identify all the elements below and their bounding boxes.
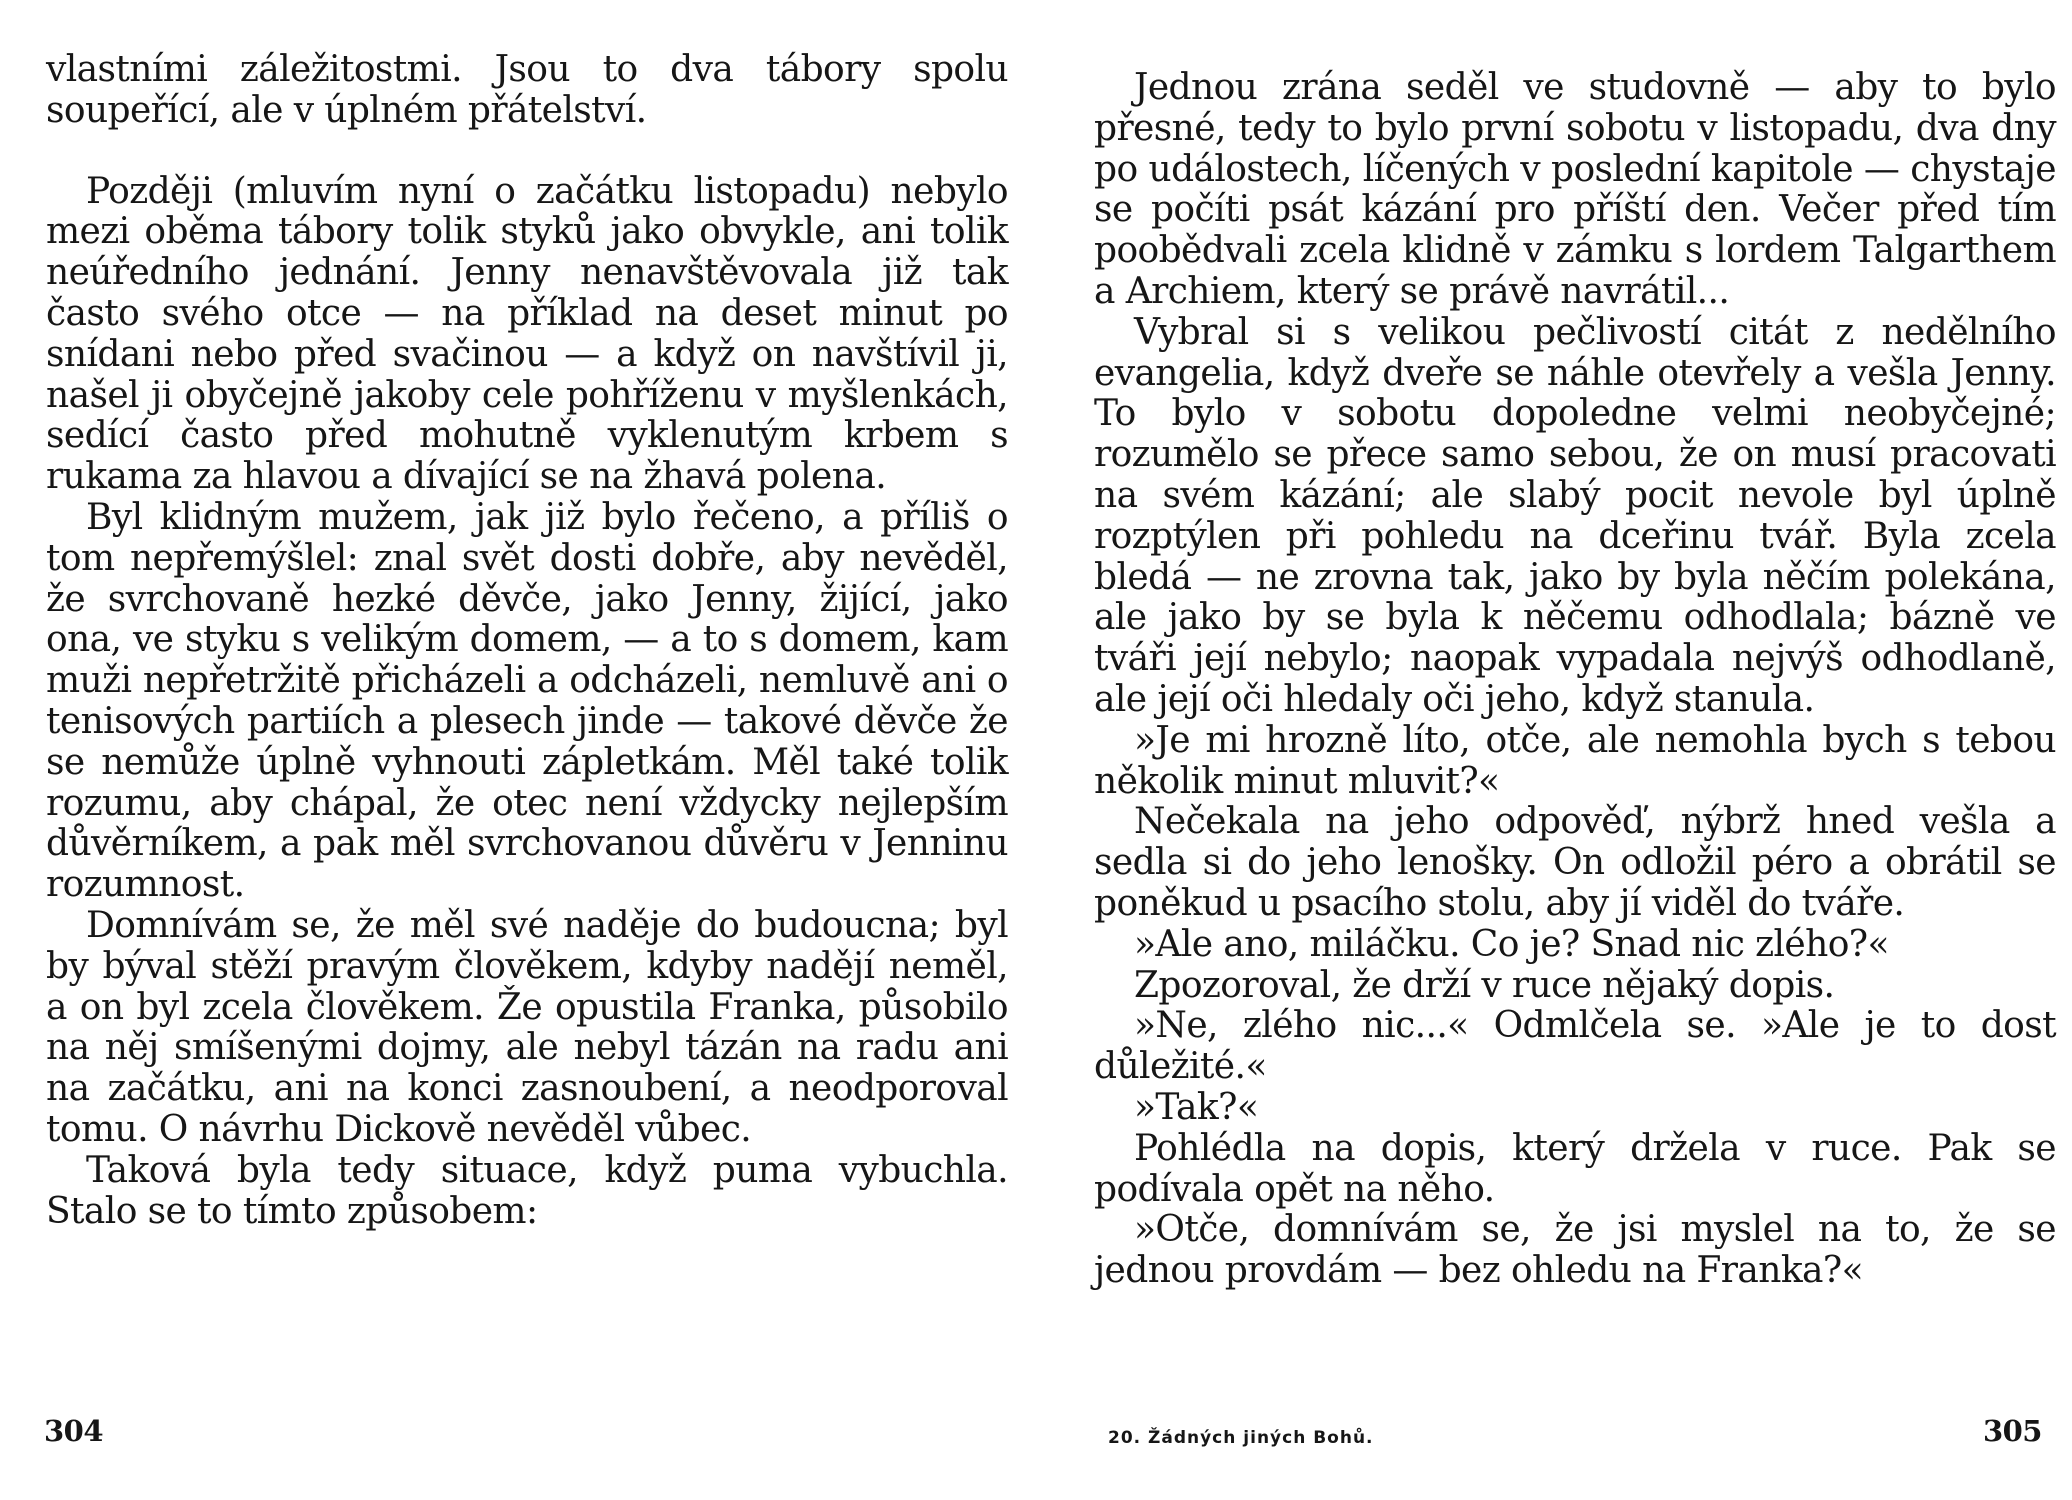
page-number: 305: [1982, 1414, 2042, 1448]
paragraph: »Tak?«: [1134, 1086, 1259, 1128]
paragraph: Taková byla tedy situace, když puma vybuchla. Stalo se to tímto způsobem:: [46, 1149, 1008, 1232]
paragraph: Nečekala na jeho odpověď, nýbrž hned vešla a sedla si do jeho lenošky. On odložil péro a obrátil se poněkud u psacího stolu, aby jí viděl do tváře.: [1094, 801, 2056, 924]
paragraph: »Ne, zlého nic...« Odmlčela se. »Ale je to dost důležité.«: [1094, 1005, 2056, 1088]
paragraph: Jednou zrána seděl ve studovně — aby to bylo přesné, tedy to bylo první sobotu v listopadu, dva dny po událostech, líčených v poslední kapitole — chystaje se počíti psát kázání pro příští den. Večer před tím poobědvali zcela klidně v zámku s lordem Talgarthem a Archiem, který se právě navrátil...: [1094, 67, 2056, 312]
paragraph: Vybral si s velikou pečlivostí citát z nedělního evangelia, když dveře se náhle otevřely a vešla Jenny. To bylo v sobotu dopoledne velmi neobyčejné; rozumělo se přece samo sebou, že on musí pracovati na svém kázání; ale slabý pocit nevole byl úplně rozptýlen při pohledu na dceřinu tvář. Byla zcela bledá — ne zrovna tak, jako by byla něčím polekána, ale jako by se byla k něčemu odhodlala; bázně ve tváři její nebylo; naopak vypadala nejvýš odhodlaně, ale její oči hledaly oči jeho, když stanula.: [1094, 311, 2056, 720]
paragraph: »Ale ano, miláčku. Co je? Snad nic zlého?«: [1134, 923, 1889, 965]
paragraph: Později (mluvím nyní o začátku listopadu) nebylo mezi oběma tábory tolik styků jako obvykle, ani tolik neúředního jednání. Jenny nenavštěvovala již tak často svého otce — na příklad na deset minut po snídani nebo před svačinou — a když on navštívil ji, našel ji obyčejně jakoby cele pohříženu v myšlenkách, sedící často před mohutně vyklenutým krbem s rukama za hlavou a dívající se na žhavá polena.: [46, 170, 1008, 498]
paragraph: »Otče, domnívám se, že jsi myslel na to, že se jednou provdám — bez ohledu na Franka?«: [1094, 1209, 2056, 1292]
left-page-text: [46, 50, 1008, 1232]
page-number: 304: [44, 1414, 104, 1448]
paragraph: Zpozoroval, že drží v ruce nějaký dopis.: [1134, 964, 1835, 1006]
signature-mark: 20. Žádných jiných Bohů.: [1108, 1428, 1374, 1448]
right-page-text: [1094, 68, 2056, 1292]
paragraph: Byl klidným mužem, jak již bylo řečeno, a příliš o tom nepřemýšlel: znal svět dosti dobře, aby nevěděl, že svrchovaně hezké děvče, jako Jenny, žijící, jako ona, ve styku s velikým domem, — a to s domem, kam muži nepřetržitě přicházeli a odcházeli, nemluvě ani o tenisových partiích a plesech jinde — takové děvče že se nemůže úplně vyhnouti zápletkám. Měl také tolik rozumu, aby chápal, že otec není vždycky nejlepším důvěrníkem, a pak měl svrchovanou důvěru v Jenninu rozumnost.: [46, 496, 1008, 906]
paragraph: Domnívám se, že měl své naděje do budoucna; byl by býval stěží pravým člověkem, kdyby nadějí neměl, a on byl zcela člověkem. Že opustila Franka, působilo na něj smíšenými dojmy, ale nebyl tázán na radu ani na začátku, ani na konci zasnoubení, a neodporoval tomu. O návrhu Dickově nevěděl vůbec.: [46, 904, 1008, 1150]
right-page: [1036, 0, 2072, 1500]
paragraph: vlastními záležitostmi. Jsou to dva tábory spolu soupeřící, ale v úplném přátelství.: [46, 49, 1008, 131]
paragraph: Pohlédla na dopis, který držela v ruce. Pak se podívala opět na něho.: [1094, 1127, 2056, 1210]
paragraph: »Je mi hrozně líto, otče, ale nemohla bych s tebou několik minut mluvit?«: [1094, 719, 2056, 802]
